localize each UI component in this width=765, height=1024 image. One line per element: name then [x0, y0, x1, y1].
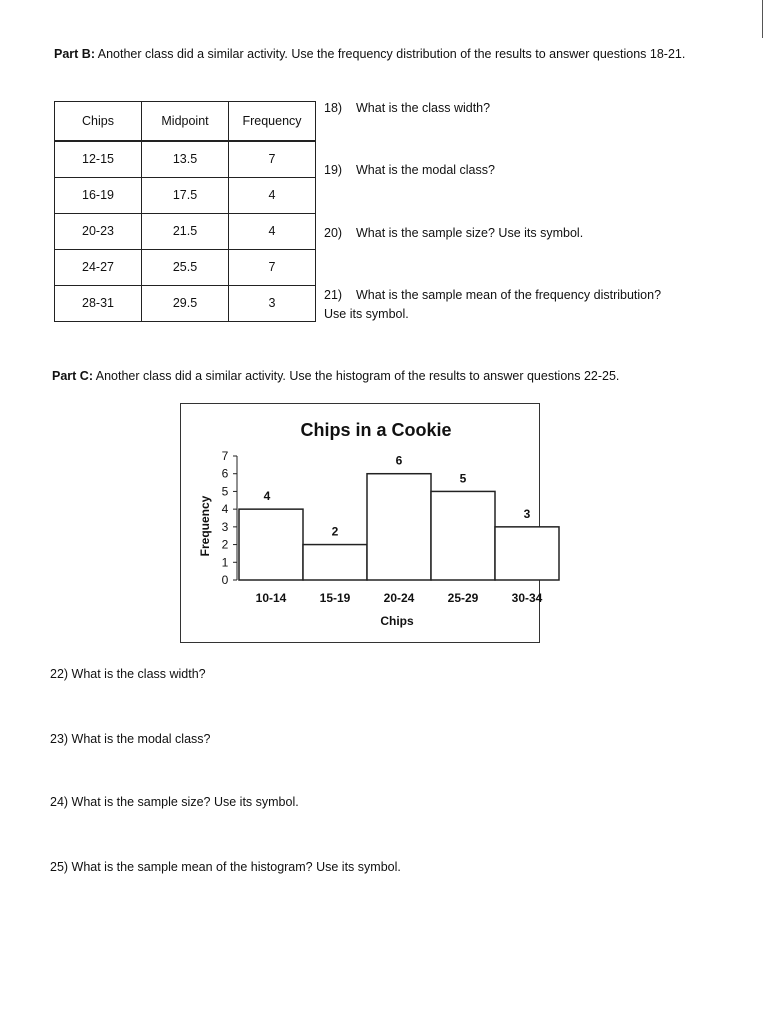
- question-text: What is the sample size? Use its symbol.: [356, 226, 584, 240]
- x-tick-label: 25-29: [447, 591, 479, 605]
- part-c-label: Part C:: [52, 369, 93, 383]
- frequency-table: [54, 101, 316, 322]
- y-tick-label: 4: [221, 502, 229, 517]
- x-axis-ticks: [256, 591, 543, 605]
- bar-data-label: 4: [263, 489, 271, 504]
- histogram-bar: [367, 474, 431, 580]
- question-18: [324, 99, 490, 118]
- page-edge-line: [762, 0, 763, 38]
- table-row: [55, 213, 316, 249]
- cell-midpoint: 29.5: [142, 285, 229, 321]
- part-c-text: Another class did a similar activity. Use the histogram of the results to answer questions 22-25.: [92, 369, 620, 383]
- chart-title: Chips in a Cookie: [300, 420, 452, 440]
- bar-data-label: 2: [331, 524, 339, 539]
- question-19: [324, 161, 495, 180]
- cell-frequency: 4: [229, 213, 316, 249]
- y-tick-label: 2: [221, 537, 229, 552]
- question-24: 24) What is the sample size? Use its symbol.: [50, 795, 299, 809]
- table-row: [55, 249, 316, 285]
- y-axis: [222, 449, 237, 587]
- cell-frequency: 3: [229, 285, 316, 321]
- bar-data-label: 5: [459, 471, 467, 486]
- cell-frequency: 7: [229, 249, 316, 285]
- question-number: 18): [324, 101, 343, 115]
- cell-chips: 16-19: [55, 177, 142, 213]
- cell-frequency: 7: [229, 141, 316, 177]
- y-axis-label: Frequency: [198, 495, 212, 557]
- cell-chips: 24-27: [55, 249, 142, 285]
- question-number: 20): [324, 226, 343, 240]
- cell-midpoint: 21.5: [142, 213, 229, 249]
- x-tick-label: 20-24: [383, 591, 415, 605]
- cell-chips: 28-31: [55, 285, 142, 321]
- histogram-bar: [431, 491, 495, 580]
- table-row: [55, 285, 316, 321]
- bar-data-label: 6: [395, 453, 403, 468]
- histogram-bar: [239, 509, 303, 580]
- cell-frequency: 4: [229, 177, 316, 213]
- cell-midpoint: 13.5: [142, 141, 229, 177]
- y-tick-label: 1: [221, 555, 229, 570]
- cell-midpoint: 25.5: [142, 249, 229, 285]
- cell-chips: 20-23: [55, 213, 142, 249]
- part-b-text: Another class did a similar activity. Use the frequency distribution of the results to answer questions 18-21.: [94, 47, 686, 61]
- histogram-frame: [180, 403, 543, 643]
- x-tick-label: 15-19: [319, 591, 351, 605]
- question-text: What is the class width?: [356, 101, 491, 115]
- x-tick-label: 10-14: [255, 591, 287, 605]
- header-frequency: Frequency: [229, 102, 316, 142]
- bars: [239, 454, 559, 580]
- cell-chips: 12-15: [55, 141, 142, 177]
- x-tick-label: 30-34: [511, 591, 543, 605]
- table-header-row: [55, 102, 316, 142]
- question-23: 23) What is the modal class?: [50, 732, 211, 746]
- header-midpoint: Midpoint: [142, 102, 229, 142]
- histogram-bar: [303, 545, 367, 580]
- question-20: [324, 224, 583, 243]
- histogram-chart: [181, 404, 543, 641]
- question-number: 21): [324, 288, 343, 302]
- y-tick-label: 0: [221, 573, 229, 587]
- y-tick-label: 5: [221, 484, 229, 499]
- question-text-continued: Use its symbol.: [324, 307, 409, 321]
- cell-midpoint: 17.5: [142, 177, 229, 213]
- question-number: 19): [324, 163, 343, 177]
- question-22: 22) What is the class width?: [50, 667, 206, 681]
- bar-data-label: 3: [523, 506, 531, 521]
- x-axis-label: Chips: [380, 614, 414, 628]
- histogram-bar: [495, 527, 559, 580]
- y-tick-label: 6: [221, 466, 229, 481]
- header-chips: Chips: [55, 102, 142, 142]
- question-21: [324, 286, 661, 324]
- part-c-instructions: [52, 367, 692, 386]
- table-row: [55, 177, 316, 213]
- part-b-label: Part B:: [54, 47, 95, 61]
- question-text: What is the sample mean of the frequency distribution?: [356, 288, 662, 302]
- table-row: [55, 141, 316, 177]
- y-tick-label: 7: [221, 449, 229, 463]
- part-b-instructions: [54, 45, 694, 64]
- question-text: What is the modal class?: [356, 163, 495, 177]
- question-25: 25) What is the sample mean of the histogram? Use its symbol.: [50, 860, 401, 874]
- y-tick-label: 3: [221, 519, 229, 534]
